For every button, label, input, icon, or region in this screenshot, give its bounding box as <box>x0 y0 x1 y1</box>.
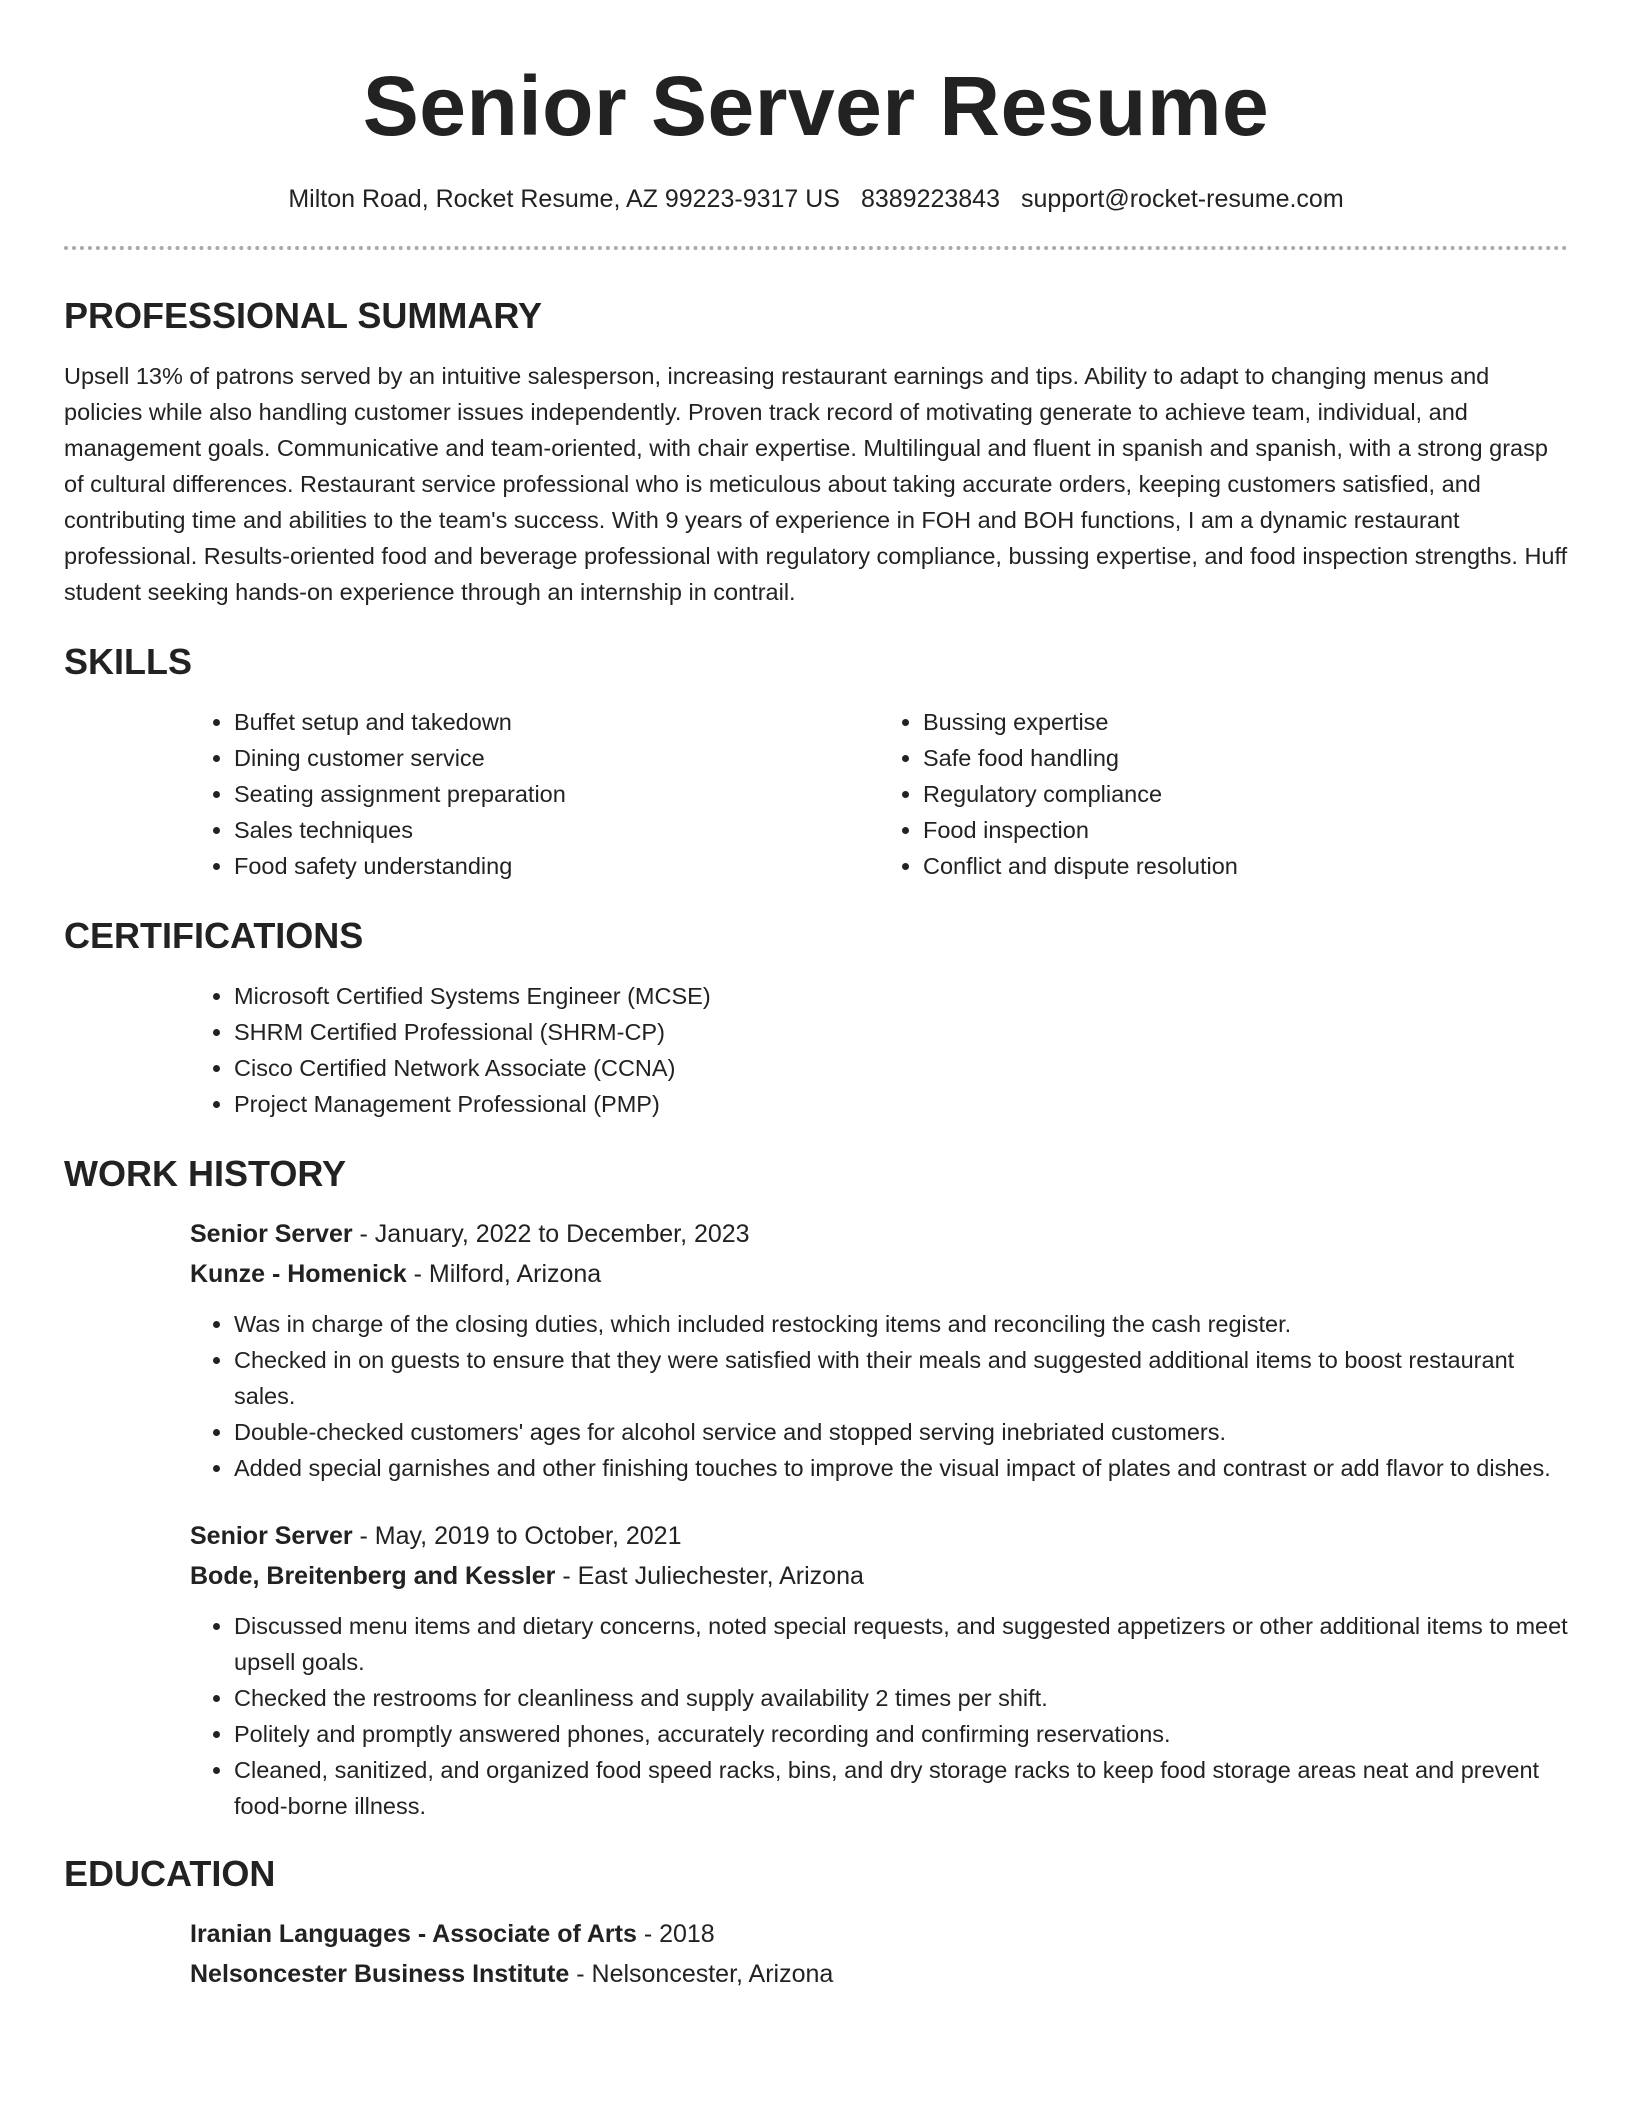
contact-phone: 8389223843 <box>860 185 1000 213</box>
contact-email: support@rocket-resume.com <box>1020 185 1344 213</box>
skill-item: • Conflict and dispute resolution <box>923 848 1568 884</box>
skills-section <box>64 640 1568 884</box>
job-duties-list <box>190 1608 1568 1824</box>
skills-list-left <box>190 704 879 884</box>
certifications-section <box>64 914 1568 1122</box>
certifications-block <box>190 978 1568 1122</box>
education-degree-line <box>190 1914 1568 1954</box>
job-duty-item: • Added special garnishes and other finishing touches to improve the visual impact of plates and contrast or add flavor to dishes. <box>234 1450 1568 1486</box>
education-degree: Iranian Languages - Associate of Arts <box>190 1920 637 1948</box>
job-title: Senior Server <box>190 1220 353 1248</box>
education-section <box>64 1852 1568 1994</box>
skill-item: • Buffet setup and takedown <box>234 704 879 740</box>
job-dates: - May, 2019 to October, 2021 <box>352 1522 682 1550</box>
job-location: - Milford, Arizona <box>406 1260 602 1288</box>
education-location: - Nelsoncester, Arizona <box>569 1960 834 1988</box>
education-year: - 2018 <box>636 1920 715 1948</box>
contact-address: Milton Road, Rocket Resume, AZ 99223-9317 US <box>288 185 840 213</box>
certification-item: • Cisco Certified Network Associate (CCNA) <box>234 1050 1568 1086</box>
job-duty-item: • Double-checked customers' ages for alcohol service and stopped serving inebriated customers. <box>234 1414 1568 1450</box>
education-heading: EDUCATION <box>64 1853 276 1894</box>
summary-section <box>64 294 1568 610</box>
certifications-heading: CERTIFICATIONS <box>64 915 364 956</box>
certification-item: • Microsoft Certified Systems Engineer (MCSE) <box>234 978 1568 1014</box>
skill-item: • Regulatory compliance <box>923 776 1568 812</box>
education-school-line <box>190 1954 1568 1994</box>
work-history-heading: WORK HISTORY <box>64 1153 347 1194</box>
skill-item: • Seating assignment preparation <box>234 776 879 812</box>
skills-grid <box>190 704 1568 884</box>
work-history-section <box>64 1152 1568 1824</box>
job-duty-item: • Checked the restrooms for cleanliness and supply availability 2 times per shift. <box>234 1680 1568 1716</box>
skills-heading: SKILLS <box>64 641 193 682</box>
education-school: Nelsoncester Business Institute <box>190 1960 570 1988</box>
job-duty-item: • Politely and promptly answered phones, accurately recording and confirming reservations. <box>234 1716 1568 1752</box>
job-company-line <box>190 1556 1568 1596</box>
summary-heading: PROFESSIONAL SUMMARY <box>64 295 543 336</box>
job-company-line <box>190 1254 1568 1294</box>
certification-item: • Project Management Professional (PMP) <box>234 1086 1568 1122</box>
job-duty-item: • Was in charge of the closing duties, which included restocking items and reconciling the cash register. <box>234 1306 1568 1342</box>
skills-list-right <box>879 704 1568 884</box>
resume-title: Senior Server Resume <box>362 59 1270 153</box>
job-location: - East Juliechester, Arizona <box>555 1562 864 1590</box>
certification-item: • SHRM Certified Professional (SHRM-CP) <box>234 1014 1568 1050</box>
skill-item: • Food inspection <box>923 812 1568 848</box>
job-dates: - January, 2022 to December, 2023 <box>352 1220 750 1248</box>
job-company: Bode, Breitenberg and Kessler <box>190 1562 556 1590</box>
job-company: Kunze - Homenick <box>190 1260 407 1288</box>
resume-page <box>64 0 1568 1994</box>
skill-item: • Safe food handling <box>923 740 1568 776</box>
job-title: Senior Server <box>190 1522 353 1550</box>
job-title-line <box>190 1516 1568 1556</box>
job-duty-item: • Cleaned, sanitized, and organized food speed racks, bins, and dry storage racks to keep food storage areas neat and prevent food-borne illness. <box>234 1752 1568 1824</box>
job-duty-item: • Checked in on guests to ensure that they were satisfied with their meals and suggested additional items to boost restaurant sales. <box>234 1342 1568 1414</box>
job-duties-list <box>190 1306 1568 1486</box>
certifications-list <box>190 978 1568 1122</box>
job-title-line <box>190 1214 1568 1254</box>
job-entry <box>190 1516 1568 1824</box>
skill-item: • Dining customer service <box>234 740 879 776</box>
job-entry <box>190 1214 1568 1486</box>
summary-text: Upsell 13% of patrons served by an intuitive salesperson, increasing restaurant earnings and tips. Ability to adapt to changing menus and policies while also handling customer issues independently. Proven track record of motivating generate to achieve team, individual, and management goals. Communicative and team-oriented, with chair expertise. Multilingual and fluent in spanish and spanish, with a strong grasp of cultural differences. Restaurant service professional who is meticulous about taking accurate orders, keeping customers satisfied, and contributing time and abilities to the team's success. With 9 years of experience in FOH and BOH functions, I am a dynamic restaurant professional. Results-oriented food and beverage professional with regulatory compliance, bussing expertise, and food inspection strengths. Huff student seeking hands-on experience through an internship in contrail. <box>64 363 1568 605</box>
skill-item: • Food safety understanding <box>234 848 879 884</box>
skill-item: • Sales techniques <box>234 812 879 848</box>
header-divider <box>64 246 1568 250</box>
skill-item: • Bussing expertise <box>923 704 1568 740</box>
job-duty-item: • Discussed menu items and dietary concerns, noted special requests, and suggested appetizers or other additional items to meet upsell goals. <box>234 1608 1568 1680</box>
education-entry <box>190 1914 1568 1994</box>
contact-line <box>64 182 1568 216</box>
